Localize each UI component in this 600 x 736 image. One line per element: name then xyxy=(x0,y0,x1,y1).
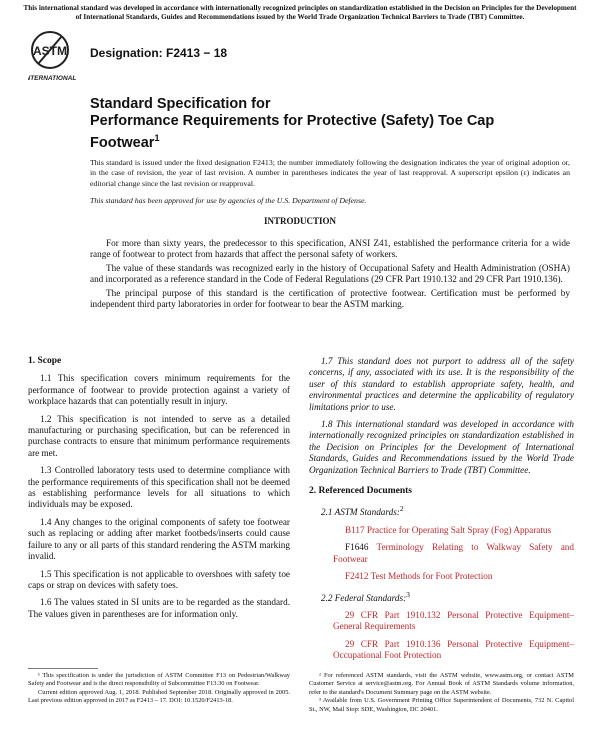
reference-title-link[interactable]: Terminology Relating to Walkway Safety and Footwear xyxy=(333,542,574,564)
astm-standards-subheading: 2.1 ASTM Standards:$^2$ xyxy=(321,504,404,518)
reference-item xyxy=(309,525,574,536)
footnote-3: ³ Available from U.S. Government Printing Office Superintendent of Documents, 732 N. Capitol St., NW, Mail Stop: SDE, Washington, DC 20401. xyxy=(309,697,574,713)
reference-code-link[interactable]: F2412 xyxy=(345,571,371,582)
scope-paragraph-1-7: 1.7 This standard does not purport to address all of the safety concerns, if any, associated with its use. It is the responsibility of the user of this standard to establish appropriate safety, health, and environmental practices and determine the applicability of regulatory limitations prior to use. xyxy=(309,356,574,412)
document-title xyxy=(90,96,560,152)
reference-code-link[interactable]: B117 xyxy=(345,524,367,535)
footnote-1: ¹ This specification is under the jurisdiction of ASTM Committee F13 on Pedestrian/Walkway Safety and Footwear and is the direct responsibility of Subcommittee F13.30 on Footwear. xyxy=(28,672,290,688)
references-heading: 2. Referenced Documents xyxy=(309,486,412,497)
title-line1: Standard Specification for xyxy=(90,96,271,112)
scope-paragraph: 1.4 Any changes to the original components of safety toe footwear such as replacing or adding after market footbeds/inserts could cause failure to any or all parts of this standard rendering the ASTM marking invalid. xyxy=(28,516,290,562)
left-column xyxy=(28,356,290,626)
footnotes-left xyxy=(28,668,290,706)
logo-text: ASTM xyxy=(33,44,67,58)
introduction-body xyxy=(90,238,570,312)
title-line2: Performance Requirements for Protective (Safety) Toe Cap Footwear$^1$ xyxy=(90,113,495,151)
introduction-heading: INTRODUCTION xyxy=(263,216,336,226)
federal-standards-subheading: 2.2 Federal Standards:$^3$ xyxy=(321,589,410,603)
scope-paragraph: 1.1 This specification covers minimum requirements for the performance of footwear to provide protection against a variety of workplace hazards that can potentially result in injury. xyxy=(28,373,290,407)
reference-item xyxy=(309,639,574,662)
reference-item xyxy=(309,571,574,582)
reference-title-link[interactable]: Personal Protective Equipment–General Requirements xyxy=(333,610,574,632)
scope-paragraph: 1.5 This specification is not applicable to overshoes with safety toe caps or strap on devices with safety toes. xyxy=(28,568,290,590)
footnote-rule xyxy=(28,668,98,669)
reference-item xyxy=(309,610,574,633)
footnote-2: ² For referenced ASTM standards, visit the ASTM website, www.astm.org, or contact ASTM Customer Service at service@astm.org. For Annual Book of ASTM Standards volume information, refer to the standard's Document Summary page on the ASTM website. xyxy=(309,672,574,696)
scope-paragraph-1-8: 1.8 This international standard was developed in accordance with internationally recognized principles on standardization established in the Decision on Principles for the Development of International Standards, Guides and Recommendations issued by the World Trade Organization Technical Barriers to Trade (TBT) Committee. xyxy=(309,419,574,475)
footnote-1-edition: Current edition approved Aug. 1, 2018. Published September 2018. Originally approved in 2005. Last previous edition approved in 2017 as F2413 – 17. DOI: 10.1520/F2413-18. xyxy=(28,688,290,705)
footnotes-right xyxy=(309,668,574,714)
dod-approval-note: This standard has been approved for use by agencies of the U.S. Department of Defense. xyxy=(90,196,367,205)
wto-notice: This international standard was developed in accordance with internationally recognized principles on standardization established in the Decision on Principles for the Development of International Standards, Guides and Recommendations issued by the World Trade Organization Technical Barriers to Trade (TBT) Committee. xyxy=(23,4,577,21)
scope-paragraph: 1.2 This specification is not intended to serve as a detailed manufacturing or purchasing specification, but can be referenced in purchase contracts to ensure that minimum performance requirements are met. xyxy=(28,413,290,458)
intro-paragraph: For more than sixty years, the predecessor to this specification, ANSI Z41, established the performance criteria for a wide range of footwear to protect from hazards that affect the personal safety of workers. xyxy=(90,238,570,260)
reference-title-link[interactable]: Test Methods for Foot Protection xyxy=(370,571,493,582)
intro-paragraph: The value of these standards was recognized early in the history of Occupational Safety and Health Administration (OSHA) and incorporated as a reference standard in the Code of Federal Regulations (29 CFR Part 1910.132 and 29 CFR Part 1910.136). xyxy=(90,262,570,285)
scope-paragraph: 1.3 Controlled laboratory tests used to determine compliance with the performance requirements of this specification shall not be deemed as establishing performance levels for all situations to which individuals may be exposed. xyxy=(28,465,290,510)
designation: Designation: F2413 − 18 xyxy=(90,46,228,60)
logo-subtext: INTERNATIONAL xyxy=(28,75,77,82)
astm-logo-icon xyxy=(28,28,88,90)
scope-paragraph: 1.6 The values stated in SI units are to be regarded as the standard. The values given in parentheses are for information only. xyxy=(28,597,290,619)
federal-reference-list xyxy=(309,610,574,662)
scope-heading: 1. Scope xyxy=(28,356,62,366)
astm-logo xyxy=(28,28,88,90)
fixed-designation-note: This standard is issued under the fixed designation F2413; the number immediately following the designation indicates the year of original adoption or, in the case of revision, the year of last revision. A number in parentheses indicates the year of last reapproval. A superscript epsilon (ε) indicates an editorial change since the last revision or reapproval. xyxy=(90,158,570,188)
intro-paragraph: The principal purpose of this standard is the certification of protective footwear. Certification must be performed by independent third party laboratories in order for footwear to bear the ASTM marking. xyxy=(90,287,570,310)
reference-title-link[interactable]: Personal Protective Equipment–Occupational Foot Protection xyxy=(333,638,574,661)
title-footnote-mark: 1 xyxy=(154,133,160,143)
reference-code-link[interactable]: 29 CFR Part 1910.136 xyxy=(345,638,448,649)
reference-item xyxy=(309,542,574,565)
right-column xyxy=(309,356,574,668)
reference-code-link[interactable]: F1646 xyxy=(345,542,377,553)
reference-title-link[interactable]: Practice for Operating Salt Spray (Fog) Apparatus xyxy=(366,524,552,535)
reference-code-link[interactable]: 29 CFR Part 1910.132 xyxy=(345,610,448,621)
astm-reference-list xyxy=(309,525,574,583)
